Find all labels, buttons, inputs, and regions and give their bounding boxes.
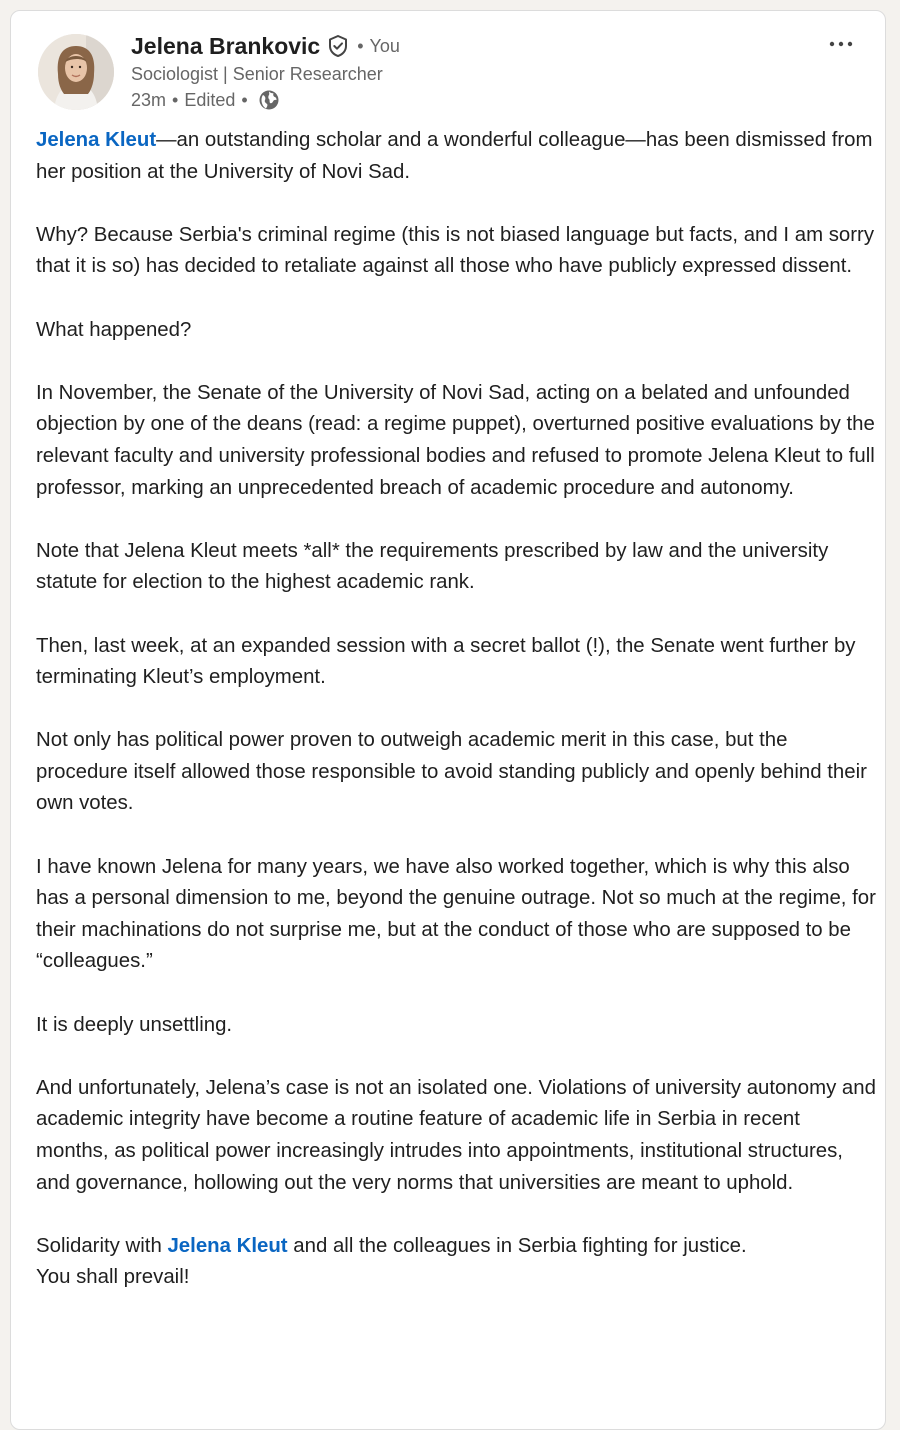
post-paragraph: Note that Jelena Kleut meets *all* the requirements prescribed by law and the university statute for election to the highest academic rank. bbox=[36, 539, 829, 594]
post-paragraph: And unfortunately, Jelena’s case is not an isolated one. Violations of university autonomy and academic integrity have become a routine feature of academic life in Serbia in recent months, as political power increasingly intrudes into appointments, institutional structures, and governance, hollowing out the very norms that universities are meant to uphold. bbox=[36, 1076, 876, 1194]
post-paragraph: It is deeply unsettling. bbox=[36, 1013, 233, 1036]
avatar[interactable] bbox=[38, 34, 114, 110]
mention-link[interactable]: Jelena Kleut bbox=[167, 1234, 288, 1257]
post-paragraph bbox=[36, 1231, 876, 1294]
mention-link[interactable]: Jelena Kleut bbox=[36, 129, 157, 151]
separator-dot: • bbox=[357, 35, 364, 56]
author-name-row bbox=[131, 31, 400, 61]
post-body bbox=[36, 125, 876, 1294]
post-meta bbox=[131, 87, 280, 113]
post-paragraph: In November, the Senate of the University of Novi Sad, acting on a belated and unfounded objection by one of the deans (read: a regime puppet), overturned positive evaluations by the relevant faculty and university professional bodies and refused to promote Jelena Kleut to full professor, marking an unprecedented breach of academic procedure and autonomy. bbox=[36, 381, 875, 499]
author-name[interactable]: Jelena Brankovic bbox=[131, 32, 321, 59]
paragraph-text: You shall prevail! bbox=[36, 1266, 190, 1289]
author-headline: Sociologist | Senior Researcher bbox=[131, 64, 383, 84]
post-time: 23m bbox=[131, 89, 167, 110]
connection-label: You bbox=[369, 35, 400, 56]
post-paragraph: Not only has political power proven to outweigh academic merit in this case, but the procedure itself allowed those responsible to avoid standing publicly and openly behind their own votes. bbox=[36, 729, 867, 815]
post-card bbox=[10, 10, 886, 1430]
paragraph-text: and all the colleagues in Serbia fighting for justice. bbox=[287, 1234, 747, 1257]
globe-icon bbox=[258, 89, 280, 111]
post-paragraph: I have known Jelena for many years, we have also worked together, which is why this also has a personal dimension to me, beyond the genuine outrage. Not so much at the regime, for their machinations do not surprise me, but at the conduct of those who are supposed to be “colleagues.” bbox=[36, 855, 876, 973]
post-paragraph: What happened? bbox=[36, 318, 192, 341]
verified-shield-icon bbox=[327, 34, 349, 58]
separator-dot: • bbox=[172, 89, 179, 110]
paragraph-text: —an outstanding scholar and a wonderful colleague—has been dismissed from her position at the University of Novi Sad. bbox=[36, 129, 873, 183]
more-options-button[interactable] bbox=[819, 31, 863, 57]
paragraph-text: Solidarity with bbox=[36, 1234, 168, 1257]
post-paragraph: Why? Because Serbia's criminal regime (this is not biased language but facts, and I am sorry that it is so) has decided to retaliate against all those who have publicly expressed dissent. bbox=[36, 223, 875, 278]
post-paragraph: Then, last week, at an expanded session with a secret ballot (!), the Senate went further by terminating Kleut’s employment. bbox=[36, 634, 856, 689]
more-horizontal-icon bbox=[828, 31, 854, 57]
separator-dot: • bbox=[241, 89, 248, 110]
post-paragraph bbox=[36, 125, 876, 188]
edited-label: Edited bbox=[184, 89, 236, 110]
